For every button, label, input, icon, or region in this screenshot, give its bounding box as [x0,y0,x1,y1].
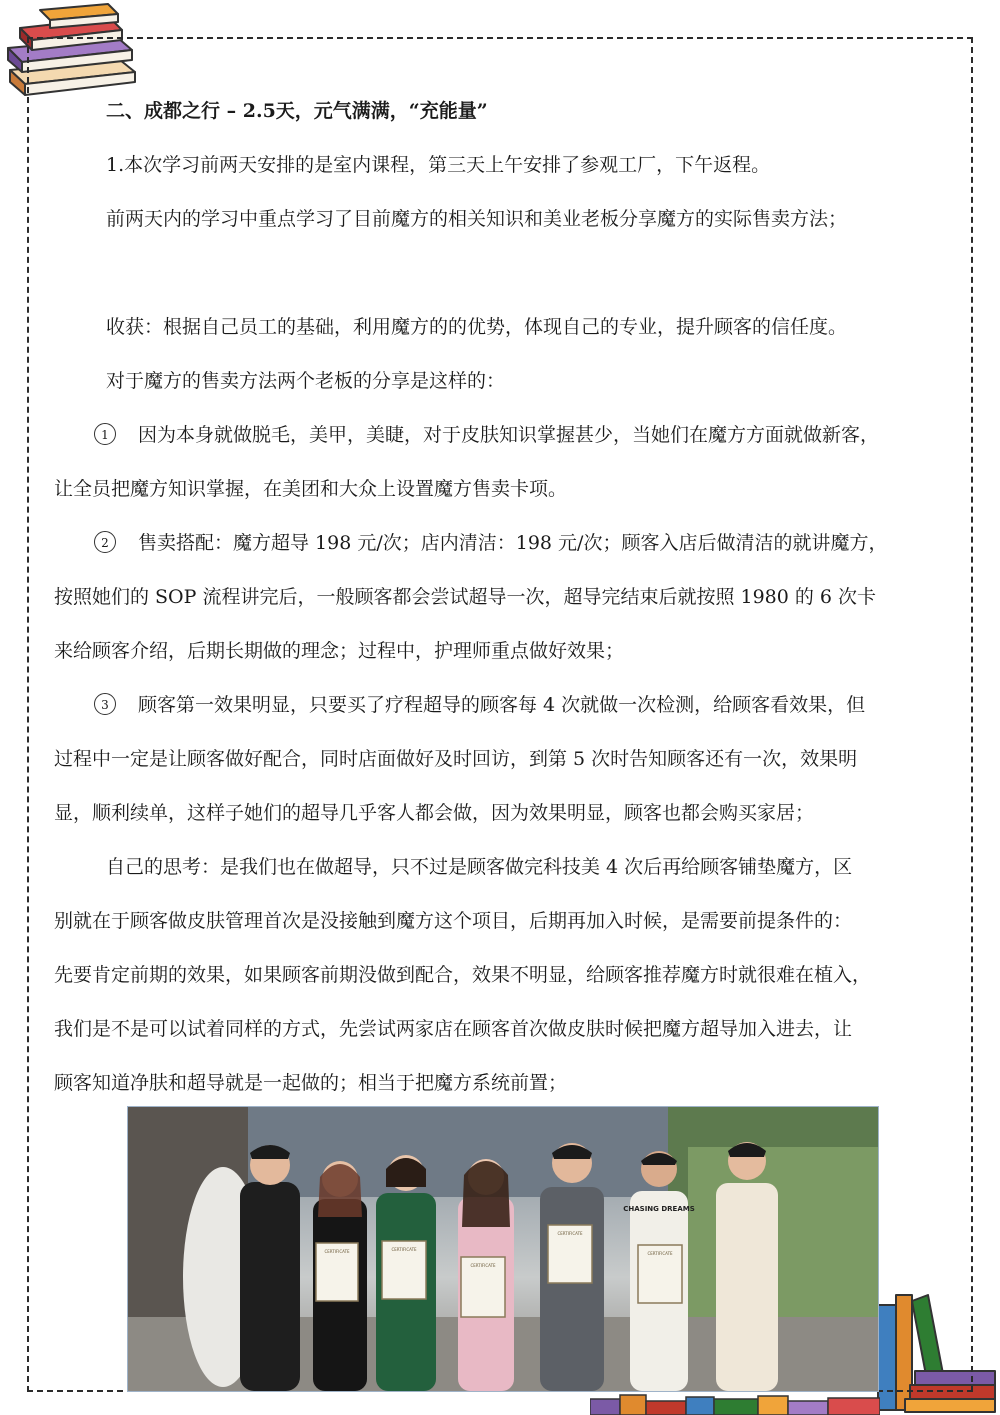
reflection-continuation: 顾客知道净肤和超导就是一起做的；相当于把魔方系统前置； [54,1072,568,1094]
tshirt-text: CHASING DREAMS [623,1205,695,1213]
paragraph: 对于魔方的售卖方法两个老板的分享是这样的： [106,370,506,392]
paragraph: 前两天内的学习中重点学习了目前魔方的相关知识和美业老板分享魔方的实际售卖方法； [106,208,848,230]
list-item-continuation: 过程中一定是让顾客做好配合，同时店面做好及时回访，到第 5 次时告知顾客还有一次，效果明 [54,748,858,770]
document-body [54,84,924,1110]
list-item: 3 顾客第一效果明显，只要买了疗程超导的顾客每 4 次就做一次检测，给顾客看效果，但 [54,678,924,732]
group-photo [127,1106,879,1392]
section-heading: 二、成都之行 – 2.5天，元气满满，“充能量” [106,100,488,122]
reflection-paragraph: 自己的思考：是我们也在做超导，只不过是顾客做完科技美 4 次后再给顾客铺垫魔方，区 [106,856,853,878]
circled-number-1: 1 [94,423,116,445]
paragraph: 收获：根据自己员工的基础，利用魔方的的优势，体现自己的专业，提升顾客的信任度。 [106,316,848,338]
list-item-continuation: 按照她们的 SOP 流程讲完后，一般顾客都会尝试超导一次，超导完结束后就按照 1980 的 6 次卡 [54,586,877,608]
reflection-continuation: 我们是不是可以试着同样的方式，先尝试两家店在顾客首次做皮肤时候把魔方超导加入进去，让 [54,1018,853,1040]
list-item: 1 因为本身就做脱毛，美甲，美睫，对于皮肤知识掌握甚少，当她们在魔方方面就做新客， [54,408,924,462]
certificate-heading: CERTIFICATE [557,1231,583,1236]
reflection-continuation: 别就在于顾客做皮肤管理首次是没接触到魔方这个项目，后期再加入时候，是需要前提条件的： [54,910,853,932]
certificate-heading: CERTIFICATE [647,1251,673,1256]
certificate-heading: CERTIFICATE [324,1249,350,1254]
reflection-continuation: 先要肯定前期的效果，如果顾客前期没做到配合，效果不明显，给顾客推荐魔方时就很难在植入， [54,964,872,986]
circled-number-3: 3 [94,693,116,715]
circled-number-2: 2 [94,531,116,553]
blank-line [54,246,924,300]
certificate-heading: CERTIFICATE [391,1247,417,1252]
list-item: 2 售卖搭配：魔方超导 198 元/次；店内清洁：198 元/次；顾客入店后做清洁的就讲魔方， [54,516,924,570]
certificate-heading: CERTIFICATE [470,1263,496,1268]
paragraph: 1.本次学习前两天安排的是室内课程，第三天上午安排了参观工厂，下午返程。 [106,154,771,176]
list-item-continuation: 来给顾客介绍，后期长期做的理念；过程中，护理师重点做好效果； [54,640,625,662]
list-item-continuation: 让全员把魔方知识掌握，在美团和大众上设置魔方售卖卡项。 [54,478,568,500]
group-photo-illustration [128,1107,878,1391]
list-item-continuation: 显，顺利续单，这样子她们的超导几乎客人都会做，因为效果明显，顾客也都会购买家居； [54,802,815,824]
books-row-icon [590,1393,880,1415]
